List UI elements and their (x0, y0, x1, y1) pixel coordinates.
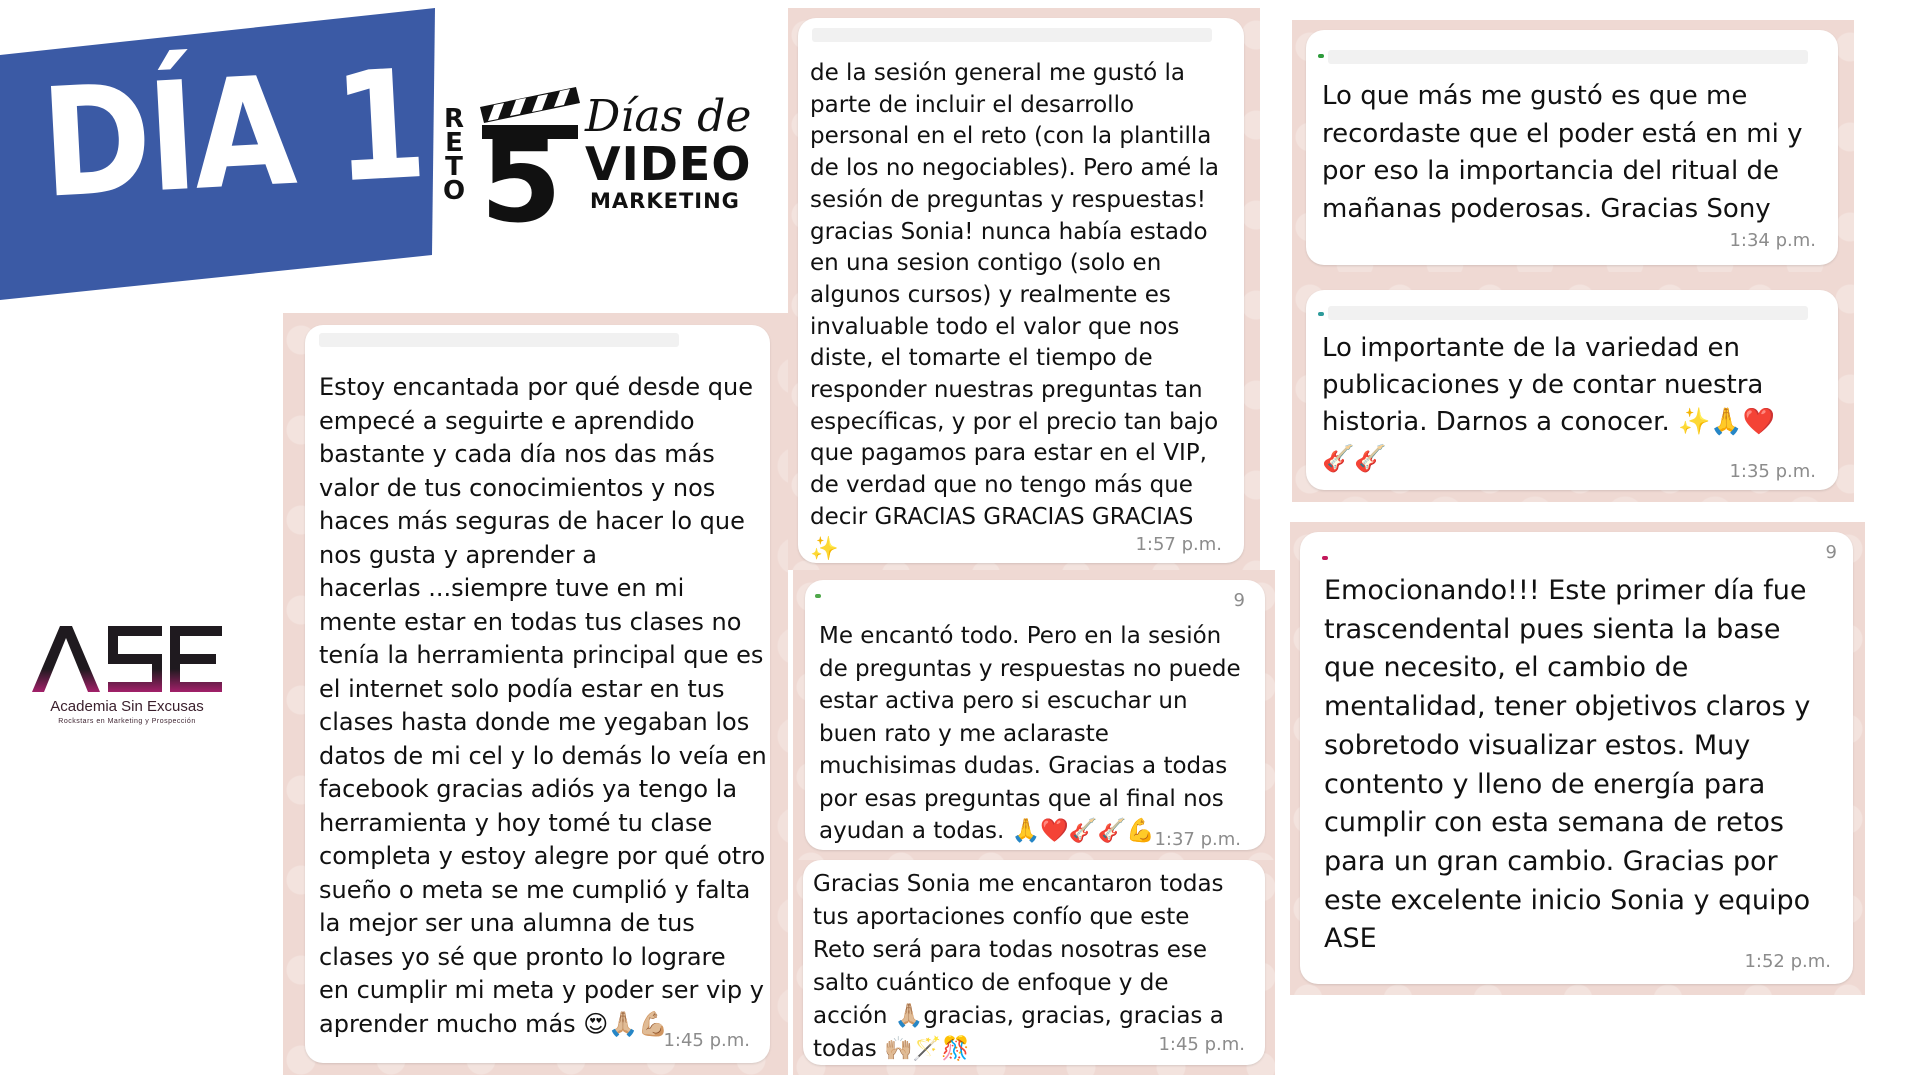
message-bubble (1306, 290, 1838, 490)
sender-color-dot (1318, 312, 1324, 316)
message-time: 1:45 p.m. (1158, 1034, 1245, 1055)
message-text: Emocionando!!! Este primer día fue trascendental pues sienta la base que necesito, el cambio de mentalidad, tener objetivos claros y sobretodo visualizar estos. Muy contento y lleno de energía para cumplir con esta semana de retos para un gran cambio. Gracias por este excelente inicio Sonia y equipo ASE (1324, 575, 1811, 955)
ase-tagline: Rockstars en Marketing y Prospección (58, 718, 196, 725)
sender-name (812, 28, 1212, 42)
day-title: DÍA 1 (37, 38, 428, 232)
message-time: 1:52 p.m. (1744, 951, 1831, 972)
sender-name (1328, 306, 1808, 320)
message-time: 1:57 p.m. (1135, 534, 1222, 555)
sender-color-dot (815, 594, 821, 598)
dias-de-text: Días de (585, 91, 752, 142)
ase-name: Academia Sin Excusas (50, 698, 204, 715)
ase-logo (30, 620, 225, 740)
reto-vertical-text: R E T O (442, 104, 466, 206)
svg-text:5: 5 (480, 111, 563, 225)
message-count: 9 (1825, 542, 1837, 563)
message-time: 1:37 p.m. (1154, 829, 1241, 850)
sender-name (319, 333, 679, 347)
message-text: de la sesión general me gustó la parte de incluir el desarrollo personal en el reto (con la plantilla de los no negociables). Pero amé la sesión de preguntas y respuestas! gracias Sonia! nunca había estado en una sesion contigo (solo en algunos cursos) y realmente es invaluable todo el valor que nos diste, el tomarte el tiempo de responder nuestras preguntas tan específicas, y por el precio tan bajo que pagamos para estar en el VIP, de verdad que no tengo más que decir GRACIAS GRACIAS GRACIAS ✨ (810, 60, 1220, 562)
message-text: Lo importante de la variedad en publicaciones y de contar nuestra historia. Darnos a conocer. ✨🙏❤️ 🎸🎸 (1322, 333, 1776, 474)
chat-screenshot-1 (283, 313, 788, 1075)
message-text: Me encantó todo. Pero en la sesión de preguntas y respuestas no puede estar activa pero si escuchar un buen rato y me aclaraste muchisimas dudas. Gracias a todas por esas preguntas que al final nos ayudan a todas. 🙏❤️🎸🎸💪 (819, 623, 1241, 844)
message-text: Gracias Sonia me encantaron todas tus aportaciones confío que este Reto será para todas nosotras ese salto cuántico de enfoque y de acción 🙏🏼gracias, gracias, gracias a todas 🙌🏼🪄🎊 (813, 871, 1224, 1062)
chat-screenshot-3 (793, 570, 1275, 860)
chat-screenshot-2 (788, 8, 1260, 570)
message-text: Estoy encantada por qué desde que empecé a seguirte e aprendido bastante y cada día nos das más valor de tus conocimientos y nos haces más seguras de hacer lo que nos gusta y aprender a hacerlas ...siempre tuve en mi mente estar en todas tus clases no tenía la herramienta principal que es el internet solo podía estar en tus clases hasta donde me yegaban los datos de mi cel y lo demás lo veía en facebook gracias adiós ya tengo la herramienta y hoy tomé tu clase completa y estoy alegre por qué otro sueño o meta se me cumplió y falta la mejor ser una alumna de tus clases yo sé que pronto lo lograre en cumplir mi meta y poder ser vip y aprender mucho más 😍🙏🏼💪🏼 (319, 373, 767, 1038)
marketing-text: MARKETING (590, 189, 740, 213)
message-time: 1:45 p.m. (663, 1030, 750, 1051)
message-time: 1:34 p.m. (1729, 230, 1816, 251)
message-bubble (1306, 30, 1838, 265)
sender-color-dot (1318, 54, 1324, 58)
ase-mark-icon (30, 620, 225, 698)
chat-screenshot-6 (1292, 272, 1854, 502)
message-text: Lo que más me gustó es que me recordaste que el poder está en mi y por eso la importancia del ritual de mañanas poderosas. Gracias Sony (1322, 81, 1803, 224)
chat-screenshot-4 (793, 860, 1275, 1075)
chat-screenshot-7 (1290, 522, 1865, 995)
chat-screenshot-5 (1292, 20, 1854, 272)
message-bubble (803, 860, 1265, 1065)
sender-name (1328, 50, 1808, 64)
message-count: 9 (1233, 590, 1245, 611)
reto-5-dias-logo (440, 85, 770, 225)
message-time: 1:35 p.m. (1729, 461, 1816, 482)
message-bubble (805, 580, 1265, 850)
message-bubble (305, 325, 770, 1063)
message-bubble (798, 18, 1244, 563)
clapperboard-five-icon (476, 85, 586, 225)
sender-color-dot (1322, 556, 1328, 560)
message-bubble (1300, 532, 1853, 984)
video-text: VIDEO (585, 137, 752, 191)
